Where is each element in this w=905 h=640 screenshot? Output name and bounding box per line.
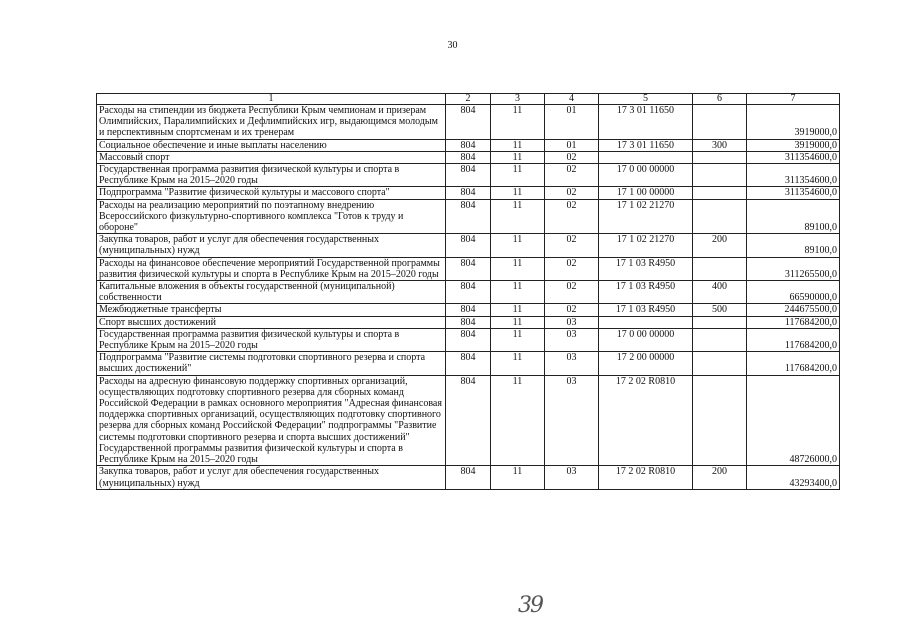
row-csr-cell: 17 1 02 21270 — [599, 199, 693, 234]
row-csr-cell: 17 1 03 R4950 — [599, 257, 693, 280]
row-rz-cell: 11 — [491, 234, 545, 257]
row-pr-cell: 02 — [545, 164, 599, 187]
row-pr-cell: 01 — [545, 139, 599, 151]
row-vr-cell — [693, 187, 747, 199]
row-gr-cell: 804 — [446, 466, 491, 489]
header-cell: 7 — [747, 94, 840, 105]
row-amount-cell: 244675500,0 — [747, 304, 840, 316]
table-row — [97, 139, 840, 151]
row-name-cell: Закупка товаров, работ и услуг для обеспечения государственных (муниципальных) нужд — [97, 466, 446, 489]
row-name-cell: Расходы на стипендии из бюджета Республики Крым чемпионам и призерам Олимпийских, Паралимпийских и Дефлимпийских игр, выдающимся молодым и перспективным спортсменам и их тренерам — [97, 105, 446, 140]
header-cell: 6 — [693, 94, 747, 105]
row-name-cell: Массовый спорт — [97, 151, 446, 163]
row-vr-cell — [693, 164, 747, 187]
row-pr-cell: 03 — [545, 316, 599, 328]
header-cell: 3 — [491, 94, 545, 105]
row-name-cell: Государственная программа развития физической культуры и спорта в Республике Крым на 2015–2020 годы — [97, 164, 446, 187]
row-gr-cell: 804 — [446, 151, 491, 163]
row-gr-cell: 804 — [446, 352, 491, 375]
table-row — [97, 199, 840, 234]
row-vr-cell: 200 — [693, 466, 747, 489]
row-csr-cell: 17 2 00 00000 — [599, 352, 693, 375]
row-name-cell: Расходы на реализацию мероприятий по поэтапному внедрению Всероссийского физкультурно-спортивного комплекса "Готов к труду и обороне" — [97, 199, 446, 234]
row-amount-cell: 89100,0 — [747, 234, 840, 257]
row-rz-cell: 11 — [491, 105, 545, 140]
table-row — [97, 304, 840, 316]
row-gr-cell: 804 — [446, 105, 491, 140]
row-amount-cell: 311354600,0 — [747, 164, 840, 187]
row-amount-cell: 311354600,0 — [747, 187, 840, 199]
row-amount-cell: 66590000,0 — [747, 281, 840, 304]
row-name-cell: Капитальные вложения в объекты государственной (муниципальной) собственности — [97, 281, 446, 304]
row-amount-cell: 43293400,0 — [747, 466, 840, 489]
table-row — [97, 234, 840, 257]
header-cell: 4 — [545, 94, 599, 105]
row-name-cell: Спорт высших достижений — [97, 316, 446, 328]
row-csr-cell: 17 1 03 R4950 — [599, 281, 693, 304]
row-name-cell: Расходы на финансовое обеспечение мероприятий Государственной программы развития физической культуры и спорта в Республике Крым на 2015–2020 годы — [97, 257, 446, 280]
row-csr-cell: 17 1 03 R4950 — [599, 304, 693, 316]
row-vr-cell — [693, 199, 747, 234]
table-row — [97, 187, 840, 199]
row-rz-cell: 11 — [491, 316, 545, 328]
row-csr-cell — [599, 151, 693, 163]
row-name-cell: Подпрограмма "Развитие физической культуры и массового спорта" — [97, 187, 446, 199]
row-gr-cell: 804 — [446, 375, 491, 466]
row-name-cell: Закупка товаров, работ и услуг для обеспечения государственных (муниципальных) нужд — [97, 234, 446, 257]
row-gr-cell: 804 — [446, 328, 491, 351]
table-row — [97, 281, 840, 304]
row-pr-cell: 02 — [545, 257, 599, 280]
row-rz-cell: 11 — [491, 164, 545, 187]
row-vr-cell — [693, 352, 747, 375]
row-pr-cell: 03 — [545, 352, 599, 375]
row-gr-cell: 804 — [446, 199, 491, 234]
header-cell: 1 — [97, 94, 446, 105]
page-number: 30 — [447, 40, 458, 51]
row-amount-cell: 3919000,0 — [747, 139, 840, 151]
row-name-cell: Межбюджетные трансферты — [97, 304, 446, 316]
row-pr-cell: 02 — [545, 151, 599, 163]
row-name-cell: Подпрограмма "Развитие системы подготовки спортивного резерва и спорта высших достижений" — [97, 352, 446, 375]
row-pr-cell: 02 — [545, 234, 599, 257]
row-vr-cell — [693, 328, 747, 351]
row-rz-cell: 11 — [491, 257, 545, 280]
row-csr-cell: 17 2 02 R0810 — [599, 375, 693, 466]
row-vr-cell: 200 — [693, 234, 747, 257]
row-rz-cell: 11 — [491, 375, 545, 466]
header-row — [97, 94, 840, 105]
header-cell: 2 — [446, 94, 491, 105]
budget-table — [96, 93, 840, 490]
row-amount-cell: 117684200,0 — [747, 352, 840, 375]
row-rz-cell: 11 — [491, 304, 545, 316]
table-row — [97, 151, 840, 163]
row-gr-cell: 804 — [446, 281, 491, 304]
row-rz-cell: 11 — [491, 328, 545, 351]
row-amount-cell: 3919000,0 — [747, 105, 840, 140]
table-row — [97, 466, 840, 489]
table-row — [97, 257, 840, 280]
row-csr-cell: 17 2 02 R0810 — [599, 466, 693, 489]
row-pr-cell: 02 — [545, 281, 599, 304]
row-csr-cell: 17 3 01 11650 — [599, 139, 693, 151]
row-gr-cell: 804 — [446, 187, 491, 199]
row-rz-cell: 11 — [491, 187, 545, 199]
row-vr-cell — [693, 375, 747, 466]
row-amount-cell: 48726000,0 — [747, 375, 840, 466]
row-gr-cell: 804 — [446, 257, 491, 280]
row-rz-cell: 11 — [491, 139, 545, 151]
row-csr-cell: 17 0 00 00000 — [599, 164, 693, 187]
row-gr-cell: 804 — [446, 316, 491, 328]
row-vr-cell — [693, 257, 747, 280]
row-pr-cell: 03 — [545, 328, 599, 351]
row-vr-cell: 300 — [693, 139, 747, 151]
row-csr-cell: 17 1 00 00000 — [599, 187, 693, 199]
table-row — [97, 375, 840, 466]
table-row — [97, 352, 840, 375]
row-name-cell: Расходы на адресную финансовую поддержку спортивных организаций, осуществляющих подготовку спортивного резерва для сборных команд Российской Федерации в рамках основного мероприятия "Адресная финансовая поддержка спортивных организаций, осуществляющих подготовку спортивного резерва для сборных команд Российской Федерации" подпрограммы "Развитие системы подготовки спортивного резерва и спорта высших достижений" Государственной программы развития физической культуры и спорта в Республике Крым на 2015–2020 годы — [97, 375, 446, 466]
row-rz-cell: 11 — [491, 199, 545, 234]
row-pr-cell: 03 — [545, 375, 599, 466]
row-amount-cell: 311354600,0 — [747, 151, 840, 163]
row-csr-cell: 17 0 00 00000 — [599, 328, 693, 351]
row-amount-cell: 311265500,0 — [747, 257, 840, 280]
row-pr-cell: 03 — [545, 466, 599, 489]
row-csr-cell — [599, 316, 693, 328]
row-pr-cell: 02 — [545, 304, 599, 316]
row-pr-cell: 02 — [545, 199, 599, 234]
row-gr-cell: 804 — [446, 234, 491, 257]
row-gr-cell: 804 — [446, 164, 491, 187]
table-row — [97, 328, 840, 351]
table-row — [97, 164, 840, 187]
table-row — [97, 316, 840, 328]
row-csr-cell: 17 1 02 21270 — [599, 234, 693, 257]
row-amount-cell: 117684200,0 — [747, 316, 840, 328]
row-gr-cell: 804 — [446, 139, 491, 151]
row-csr-cell: 17 3 01 11650 — [599, 105, 693, 140]
row-vr-cell: 500 — [693, 304, 747, 316]
row-name-cell: Социальное обеспечение и иные выплаты населению — [97, 139, 446, 151]
row-amount-cell: 117684200,0 — [747, 328, 840, 351]
row-name-cell: Государственная программа развития физической культуры и спорта в Республике Крым на 2015–2020 годы — [97, 328, 446, 351]
row-pr-cell: 01 — [545, 105, 599, 140]
row-pr-cell: 02 — [545, 187, 599, 199]
row-rz-cell: 11 — [491, 281, 545, 304]
row-gr-cell: 804 — [446, 304, 491, 316]
row-rz-cell: 11 — [491, 352, 545, 375]
row-rz-cell: 11 — [491, 151, 545, 163]
row-vr-cell — [693, 316, 747, 328]
handwritten-page-mark: 39 — [518, 593, 542, 618]
row-amount-cell: 89100,0 — [747, 199, 840, 234]
row-vr-cell — [693, 105, 747, 140]
row-vr-cell: 400 — [693, 281, 747, 304]
header-cell: 5 — [599, 94, 693, 105]
table-row — [97, 105, 840, 140]
row-vr-cell — [693, 151, 747, 163]
row-rz-cell: 11 — [491, 466, 545, 489]
